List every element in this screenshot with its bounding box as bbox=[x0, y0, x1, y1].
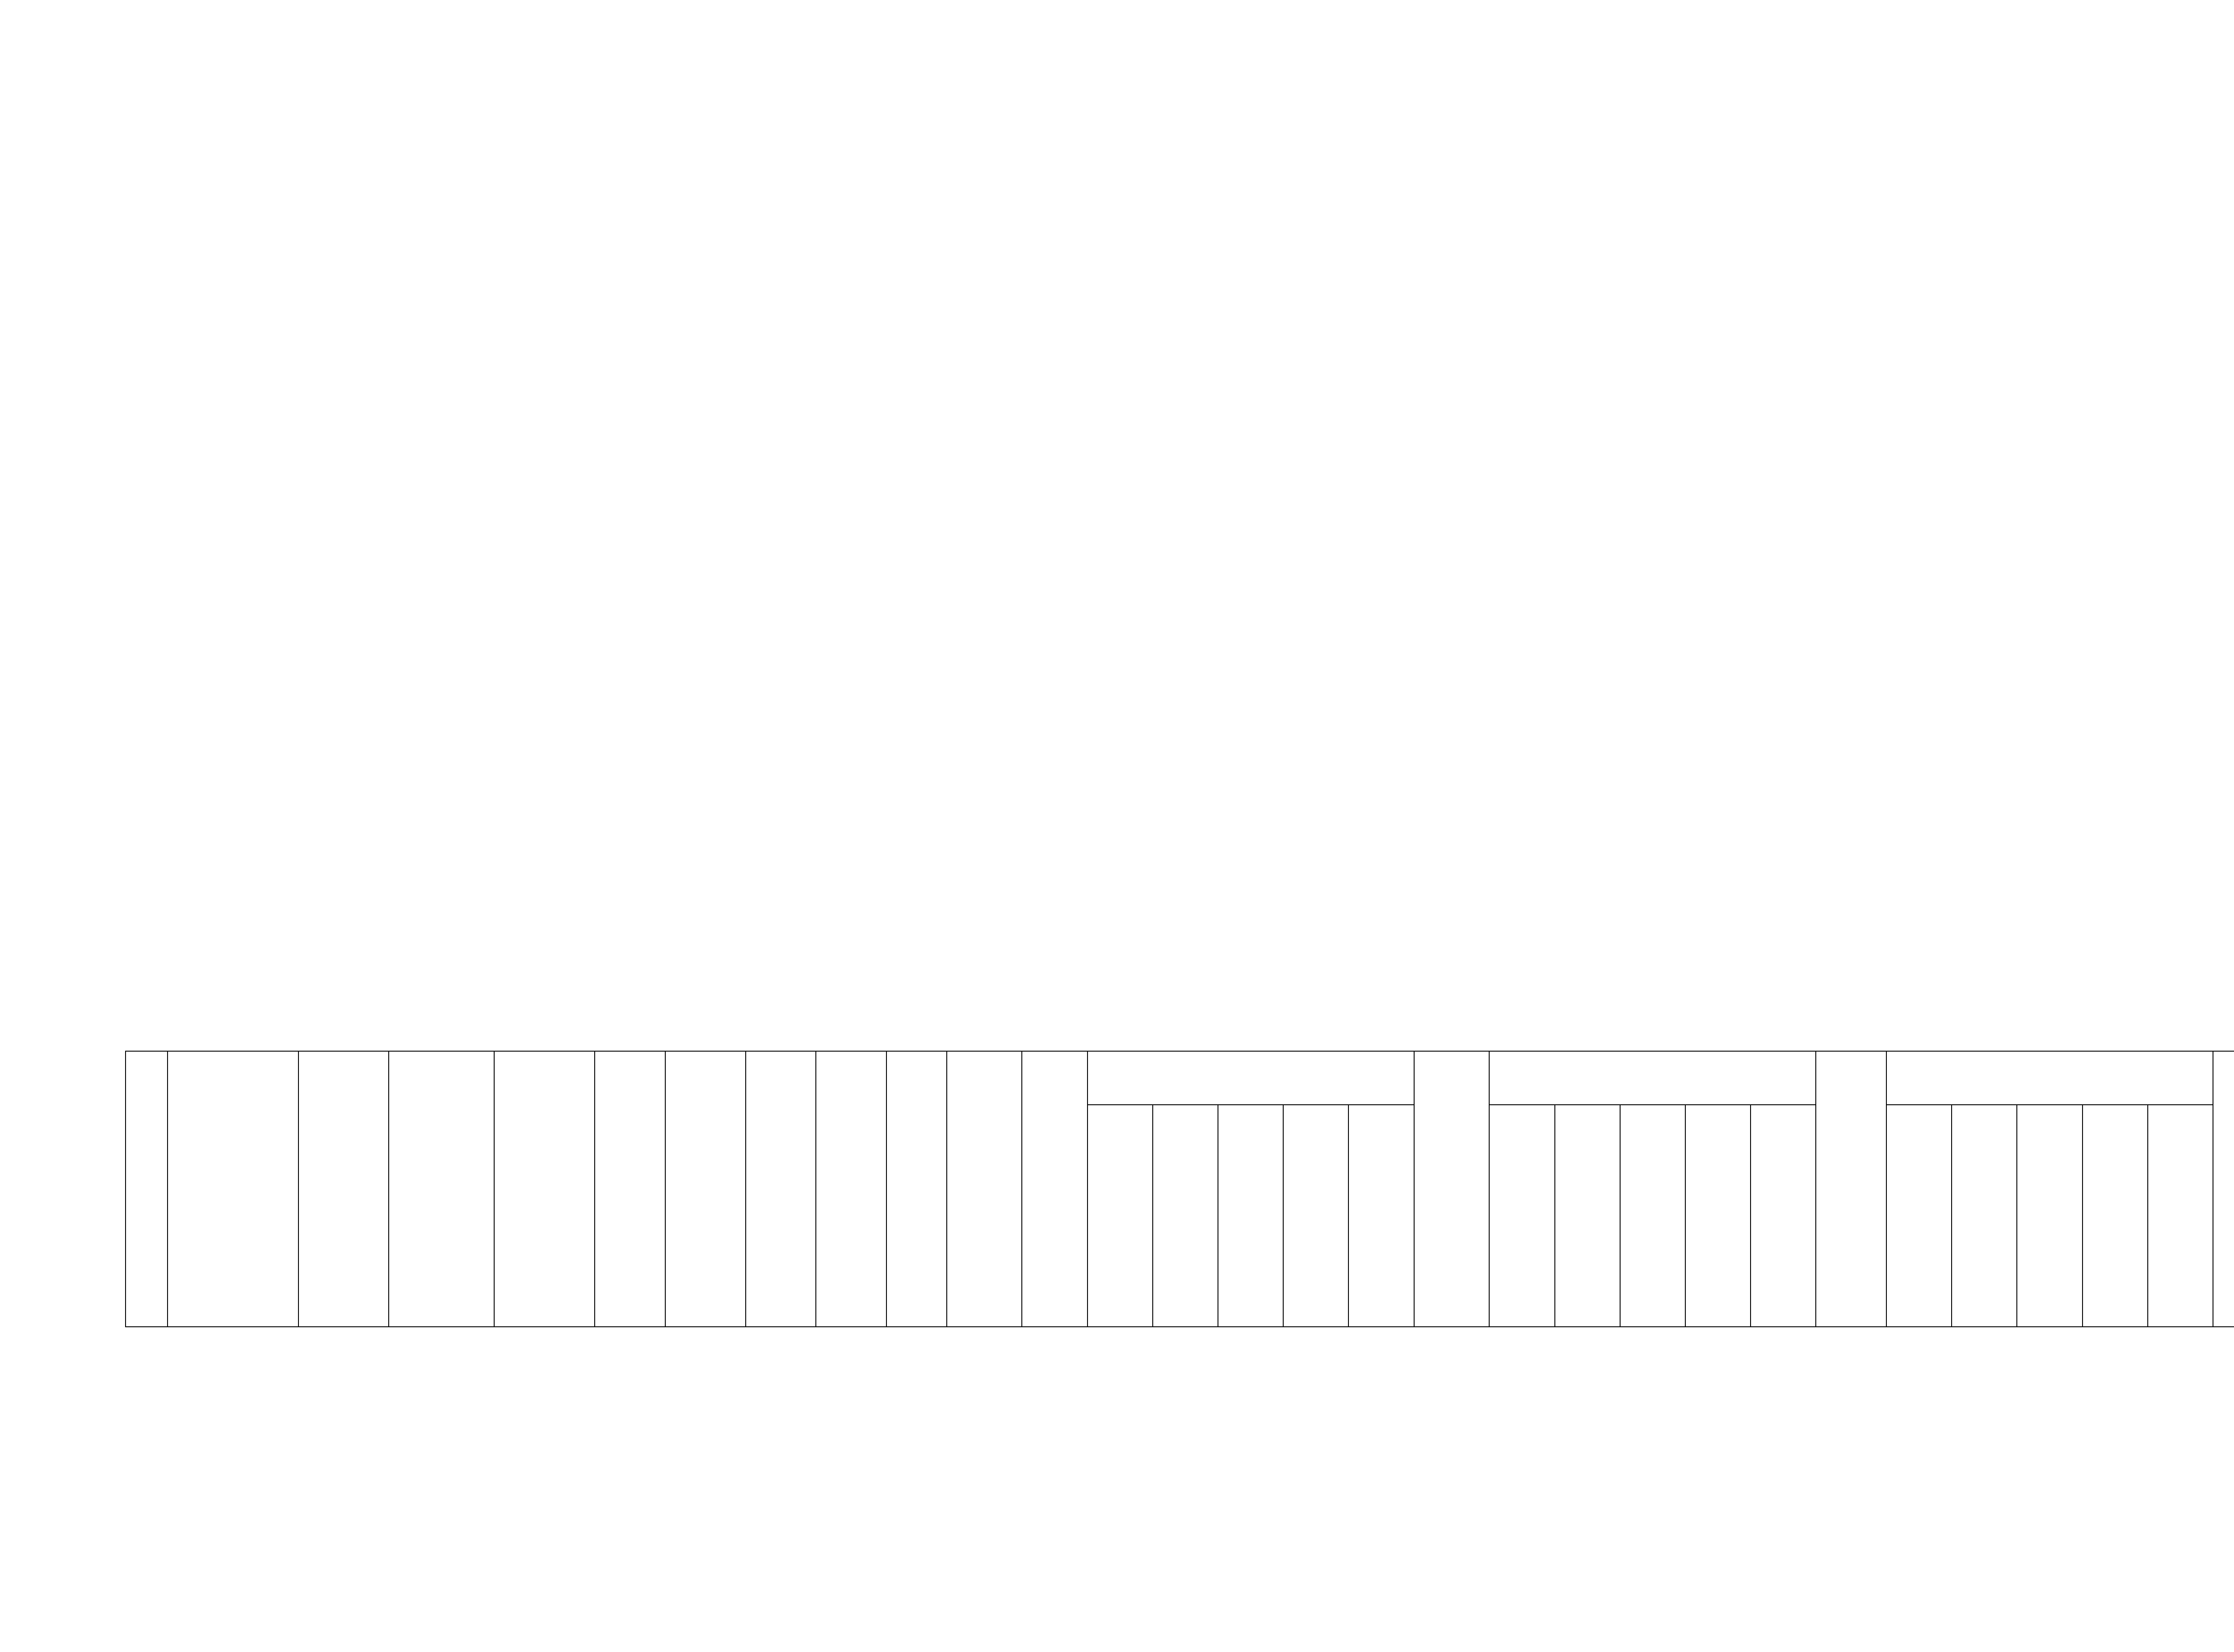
year-header bbox=[1555, 1105, 1620, 1327]
header-population bbox=[665, 1051, 746, 1327]
header-children bbox=[746, 1051, 816, 1327]
year-header bbox=[1348, 1105, 1414, 1327]
header-planned bbox=[494, 1051, 595, 1327]
header-fed-group bbox=[1489, 1051, 1816, 1105]
header-num bbox=[126, 1051, 168, 1327]
table-header bbox=[126, 1051, 2234, 1327]
header-cost-fed bbox=[1414, 1051, 1490, 1327]
year-header bbox=[1283, 1105, 1348, 1327]
header-org bbox=[168, 1051, 298, 1327]
year-header bbox=[1218, 1105, 1283, 1327]
header-year-done bbox=[2213, 1051, 2234, 1327]
header-address bbox=[389, 1051, 494, 1327]
header-area bbox=[816, 1051, 886, 1327]
year-header bbox=[2083, 1105, 2148, 1327]
header-units bbox=[947, 1051, 1022, 1327]
year-header bbox=[1489, 1105, 1554, 1327]
year-header bbox=[1620, 1105, 1685, 1327]
year-header bbox=[2148, 1105, 2213, 1327]
year-header bbox=[1952, 1105, 2017, 1327]
header-cost-reg bbox=[1816, 1051, 1886, 1327]
year-header bbox=[2017, 1105, 2082, 1327]
year-header bbox=[1886, 1105, 1952, 1327]
header-wear bbox=[595, 1051, 665, 1327]
header-capacity bbox=[886, 1051, 947, 1327]
header-object bbox=[298, 1051, 389, 1327]
year-header bbox=[1751, 1105, 1816, 1327]
year-header bbox=[1685, 1105, 1751, 1327]
header-reg-group bbox=[1886, 1051, 2213, 1105]
header-cost-cons bbox=[1022, 1051, 1087, 1327]
year-header bbox=[1153, 1105, 1218, 1327]
year-header bbox=[1088, 1105, 1153, 1327]
modular-constructions-table bbox=[125, 1051, 2234, 1327]
header-cons-group bbox=[1088, 1051, 1414, 1105]
